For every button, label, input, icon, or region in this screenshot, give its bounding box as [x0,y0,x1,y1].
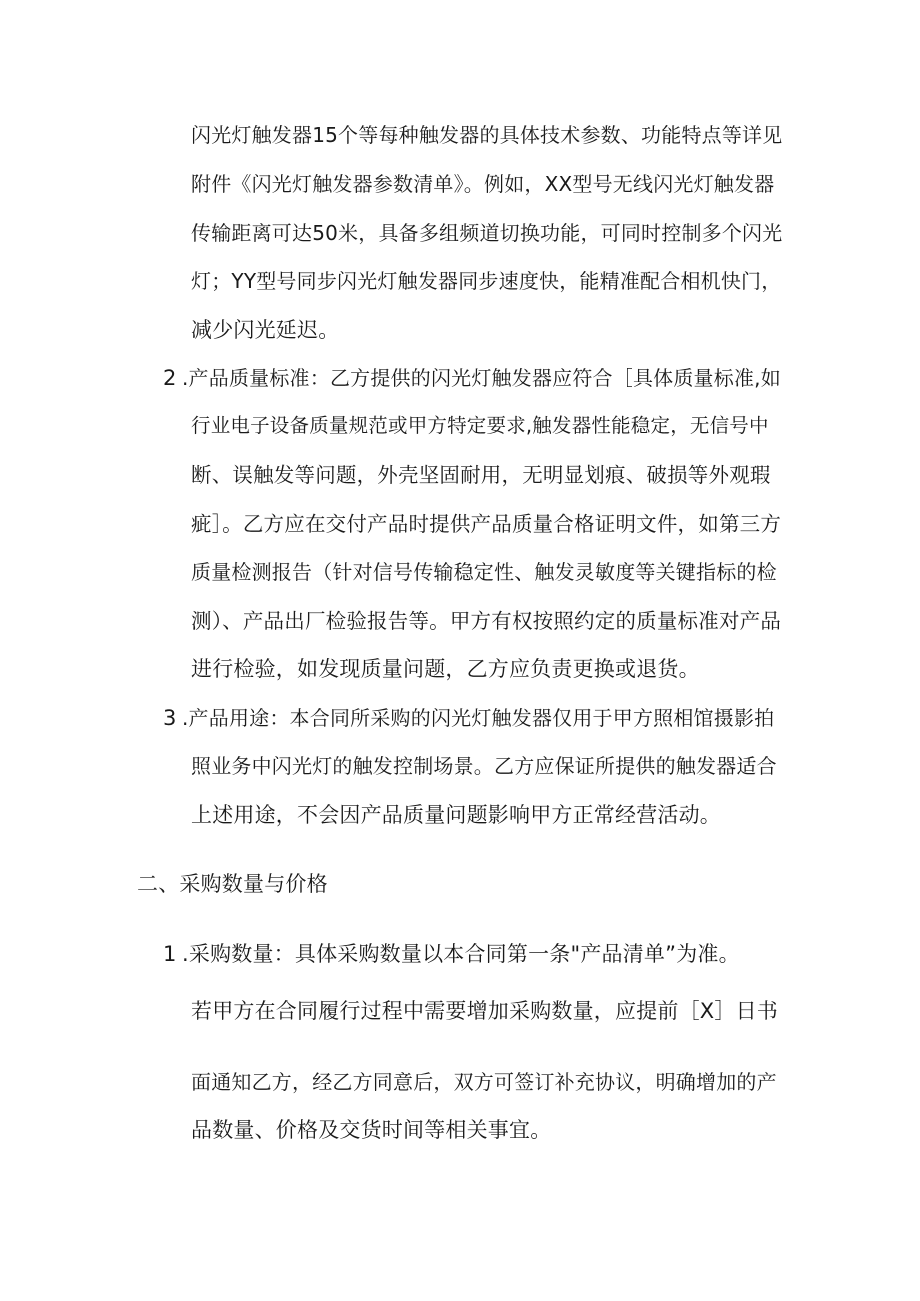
paragraph-line: 若甲方在合同履行过程中需要增加采购数量，应提前［X］日书 [191,999,778,1023]
list-number: 1 [163,942,177,966]
paragraph-line: 减少闪光延迟。 [191,318,340,342]
list-number: 2 [163,366,177,390]
paragraph-line: 闪光灯触发器15个等每种触发器的具体技术参数、功能特点等详见 [191,123,783,147]
paragraph-line: 面通知乙方，经乙方同意后，双方可签订补充协议，明确增加的产 [191,1070,777,1094]
list-item-line: .采购数量：具体采购数量以本合同第一条"产品清单”为准。 [182,942,740,966]
list-item-line: 质量检测报告（针对信号传输稳定性、触发灵敏度等关键指标的检 [191,560,777,584]
paragraph-line: 传输距离可达50米，具备多组频道切换功能，可同时控制多个闪光 [191,221,783,245]
list-item-line: 断、误触发等问题，外壳坚固耐用，无明显划痕、破损等外观瑕 [191,463,771,487]
list-item-line: 行业电子设备质量规范或甲方特定要求,触发器性能稳定，无信号中 [191,414,769,437]
section-heading: 二、采购数量与价格 [137,872,328,896]
list-item-line: 进行检验，如发现质量问题，乙方应负责更换或退货。 [191,657,700,681]
list-item-line: .产品用途：本合同所采购的闪光灯触发器仅用于甲方照相馆摄影拍 [182,706,775,730]
list-item-line: .产品质量标准：乙方提供的闪光灯触发器应符合［具体质量标准,如 [182,366,781,390]
paragraph-line: 附件《闪光灯触发器参数清单》。例如，XX型号无线闪光灯触发器 [191,172,775,196]
list-item-line: 照业务中闪光灯的触发控制场景。乙方应保证所提供的触发器适合 [191,754,777,778]
list-item-line: 疵］。乙方应在交付产品时提供产品质量合格证明文件，如第三方 [191,512,782,536]
list-number: 3 [163,706,177,730]
list-item-line: 上述用途，不会因产品质量问题影响甲方正常经营活动。 [191,803,721,827]
paragraph-line: 品数量、价格及交货时间等相关事宜。 [191,1118,552,1142]
list-item-line: 测）、产品出厂检验报告等。甲方有权按照约定的质量标准对产品 [191,609,782,633]
paragraph-line: 灯；YY型号同步闪光灯触发器同步速度快，能精准配合相机快门， [191,269,782,293]
